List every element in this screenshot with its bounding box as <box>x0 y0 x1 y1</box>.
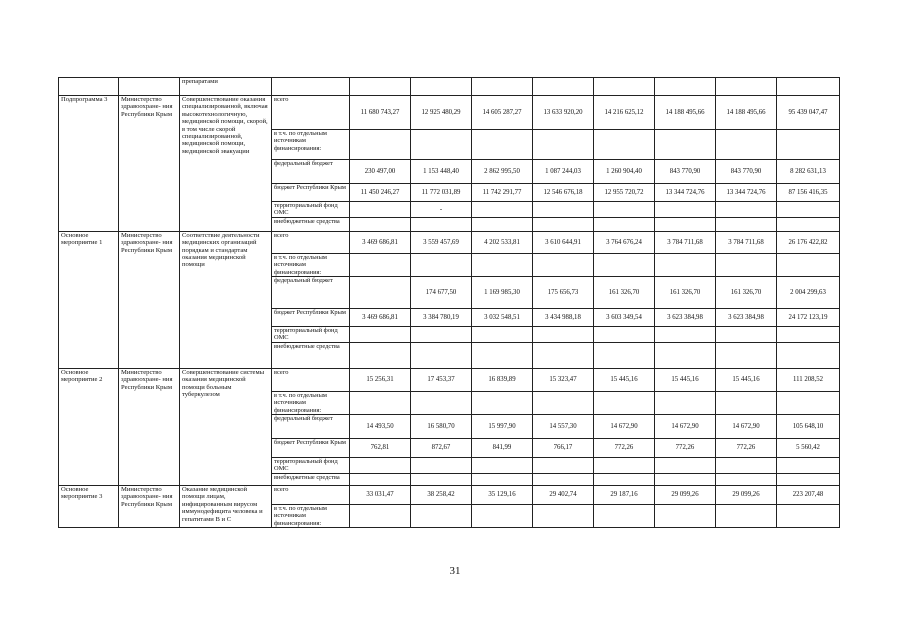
year-value-cell: 15 997,90 <box>472 415 533 439</box>
year-value-cell: 161 326,70 <box>716 277 777 309</box>
total-value-cell <box>777 327 840 343</box>
year-value-cell <box>350 130 411 160</box>
year-value-cell <box>350 277 411 309</box>
total-value-cell <box>777 504 840 527</box>
funding-source-cell: внебюджетные средства <box>272 217 350 231</box>
year-value-cell: 2 862 995,50 <box>472 160 533 184</box>
funding-source-cell: федеральный бюджет <box>272 160 350 184</box>
year-value-cell: 38 258,42 <box>411 485 472 504</box>
year-value-cell <box>655 504 716 527</box>
total-value-cell: 2 004 299,63 <box>777 277 840 309</box>
table-row <box>59 231 840 253</box>
year-value-cell <box>472 253 533 276</box>
year-value-cell: - <box>411 202 472 218</box>
year-value-cell: 12 925 480,29 <box>411 96 472 130</box>
year-value-cell: 3 764 676,24 <box>594 231 655 253</box>
year-value-cell: 230 497,00 <box>350 160 411 184</box>
year-value-cell <box>594 130 655 160</box>
year-value-cell: 3 784 711,68 <box>716 231 777 253</box>
year-value-cell: 3 434 988,18 <box>533 309 594 327</box>
year-value-cell <box>472 473 533 485</box>
year-value-cell <box>411 253 472 276</box>
funding-source-cell: территориальный фонд ОМС <box>272 327 350 343</box>
total-value-cell <box>777 202 840 218</box>
year-value-cell: 12 955 720,72 <box>594 184 655 202</box>
table-row <box>59 485 840 504</box>
year-value-cell <box>411 217 472 231</box>
program-name-cell: Основное мероприятие 2 <box>59 368 119 485</box>
year-value-cell <box>533 130 594 160</box>
total-value-cell <box>777 342 840 368</box>
year-value-cell: 3 784 711,68 <box>655 231 716 253</box>
year-value-cell <box>350 473 411 485</box>
year-value-cell: 14 188 495,66 <box>716 96 777 130</box>
year-value-cell: 843 770,90 <box>716 160 777 184</box>
funding-source-cell: бюджет Республики Крым <box>272 184 350 202</box>
year-value-cell: 161 326,70 <box>655 277 716 309</box>
year-value-cell: 29 402,74 <box>533 485 594 504</box>
year-value-cell: 17 453,37 <box>411 368 472 391</box>
year-value-cell: 16 580,70 <box>411 415 472 439</box>
year-value-cell <box>411 130 472 160</box>
year-value-cell: 14 216 625,12 <box>594 96 655 130</box>
executor-cell: Министерство здравоохране- ния Республики Крым <box>119 368 180 485</box>
cell-empty <box>119 78 180 96</box>
year-value-cell <box>716 130 777 160</box>
total-value-cell <box>777 217 840 231</box>
year-value-cell: 35 129,16 <box>472 485 533 504</box>
year-value-cell <box>594 253 655 276</box>
funding-source-cell: территориальный фонд ОМС <box>272 458 350 474</box>
year-value-cell <box>411 391 472 414</box>
funding-source-cell: бюджет Республики Крым <box>272 439 350 458</box>
year-value-cell <box>594 458 655 474</box>
year-value-cell: 16 839,89 <box>472 368 533 391</box>
year-value-cell <box>594 391 655 414</box>
year-value-cell: 3 469 686,81 <box>350 309 411 327</box>
cell-empty <box>533 78 594 96</box>
year-value-cell: 1 169 985,30 <box>472 277 533 309</box>
year-value-cell: 11 742 291,77 <box>472 184 533 202</box>
program-name-cell: Основное мероприятие 1 <box>59 231 119 368</box>
executor-cell: Министерство здравоохране- ния Республики Крым <box>119 231 180 368</box>
cell-empty <box>472 78 533 96</box>
funding-source-cell: всего <box>272 231 350 253</box>
year-value-cell: 14 672,90 <box>655 415 716 439</box>
year-value-cell: 11 680 743,27 <box>350 96 411 130</box>
year-value-cell <box>716 458 777 474</box>
year-value-cell <box>716 202 777 218</box>
measure-title-cell: Оказание медицинской помощи лицам, инфицированным вирусом иммунодефицита человека и гепатитами В и С <box>180 485 272 527</box>
financing-table <box>58 77 840 528</box>
year-value-cell <box>350 253 411 276</box>
year-value-cell: 33 031,47 <box>350 485 411 504</box>
page-number: 31 <box>449 565 461 577</box>
year-value-cell: 14 188 495,66 <box>655 96 716 130</box>
year-value-cell <box>411 342 472 368</box>
cell-empty <box>594 78 655 96</box>
total-value-cell <box>777 130 840 160</box>
year-value-cell: 15 445,16 <box>594 368 655 391</box>
year-value-cell <box>716 504 777 527</box>
year-value-cell <box>411 473 472 485</box>
year-value-cell <box>472 202 533 218</box>
measure-title-cell: Соответствие деятельности медицинских организаций порядкам и стандартам оказания медицинской помощи <box>180 231 272 368</box>
table-body <box>59 78 840 528</box>
funding-source-cell: всего <box>272 368 350 391</box>
year-value-cell: 3 384 780,19 <box>411 309 472 327</box>
total-value-cell: 5 560,42 <box>777 439 840 458</box>
year-value-cell <box>472 327 533 343</box>
year-value-cell <box>655 473 716 485</box>
year-value-cell <box>594 327 655 343</box>
total-value-cell: 8 282 631,13 <box>777 160 840 184</box>
year-value-cell <box>655 130 716 160</box>
year-value-cell: 843 770,90 <box>655 160 716 184</box>
measure-title-cell: Совершенствование системы оказания медицинской помощи больным туберкулезом <box>180 368 272 485</box>
executor-cell: Министерство здравоохране- ния Республики Крым <box>119 485 180 527</box>
year-value-cell <box>533 327 594 343</box>
year-value-cell <box>411 458 472 474</box>
cell-empty <box>777 78 840 96</box>
funding-source-cell: бюджет Республики Крым <box>272 309 350 327</box>
total-value-cell: 95 439 047,47 <box>777 96 840 130</box>
measure-title-cell: Совершенствование оказания специализированной, включая высокотехнологичную, медицинской помощи, скорой, в том числе скорой специализированной, медицинской помощи, медицинской эвакуации <box>180 96 272 232</box>
year-value-cell: 14 672,90 <box>716 415 777 439</box>
year-value-cell <box>533 202 594 218</box>
year-value-cell <box>472 130 533 160</box>
year-value-cell: 175 656,73 <box>533 277 594 309</box>
year-value-cell <box>350 391 411 414</box>
year-value-cell: 1 153 448,40 <box>411 160 472 184</box>
year-value-cell: 766,17 <box>533 439 594 458</box>
program-name-cell: Подпрограмма 3 <box>59 96 119 232</box>
year-value-cell: 11 450 246,27 <box>350 184 411 202</box>
year-value-cell: 29 187,16 <box>594 485 655 504</box>
year-value-cell: 15 445,16 <box>655 368 716 391</box>
funding-source-cell: всего <box>272 485 350 504</box>
year-value-cell: 14 557,30 <box>533 415 594 439</box>
year-value-cell <box>716 342 777 368</box>
cell-empty <box>655 78 716 96</box>
year-value-cell: 14 605 287,27 <box>472 96 533 130</box>
year-value-cell: 29 099,26 <box>716 485 777 504</box>
funding-source-cell: в т.ч. по отдельным источникам финансирования: <box>272 130 350 160</box>
year-value-cell <box>411 504 472 527</box>
year-value-cell: 3 559 457,69 <box>411 231 472 253</box>
program-name-cell: Основное мероприятие 3 <box>59 485 119 527</box>
year-value-cell: 1 260 904,40 <box>594 160 655 184</box>
year-value-cell: 11 772 031,89 <box>411 184 472 202</box>
year-value-cell <box>716 327 777 343</box>
year-value-cell <box>655 458 716 474</box>
year-value-cell <box>655 202 716 218</box>
total-value-cell: 24 172 123,19 <box>777 309 840 327</box>
year-value-cell <box>533 342 594 368</box>
total-value-cell: 105 648,10 <box>777 415 840 439</box>
table-row <box>59 368 840 391</box>
cell-empty <box>716 78 777 96</box>
year-value-cell <box>594 473 655 485</box>
year-value-cell <box>655 342 716 368</box>
year-value-cell: 29 099,26 <box>655 485 716 504</box>
funding-source-cell: внебюджетные средства <box>272 342 350 368</box>
year-value-cell: 1 087 244,03 <box>533 160 594 184</box>
year-value-cell <box>472 391 533 414</box>
funding-source-cell: федеральный бюджет <box>272 277 350 309</box>
year-value-cell: 174 677,50 <box>411 277 472 309</box>
year-value-cell: 13 344 724,76 <box>716 184 777 202</box>
cell-empty <box>59 78 119 96</box>
year-value-cell <box>533 458 594 474</box>
year-value-cell <box>655 217 716 231</box>
year-value-cell <box>350 342 411 368</box>
year-value-cell <box>350 458 411 474</box>
year-value-cell: 4 202 533,81 <box>472 231 533 253</box>
year-value-cell <box>472 458 533 474</box>
total-value-cell <box>777 458 840 474</box>
year-value-cell <box>716 473 777 485</box>
year-value-cell: 15 256,31 <box>350 368 411 391</box>
year-value-cell <box>350 217 411 231</box>
year-value-cell <box>594 217 655 231</box>
year-value-cell <box>533 391 594 414</box>
year-value-cell <box>472 217 533 231</box>
funding-source-cell: территориальный фонд ОМС <box>272 202 350 218</box>
year-value-cell <box>472 342 533 368</box>
year-value-cell <box>655 253 716 276</box>
funding-source-cell: всего <box>272 96 350 130</box>
year-value-cell <box>350 202 411 218</box>
year-value-cell: 14 672,90 <box>594 415 655 439</box>
year-value-cell: 772,26 <box>716 439 777 458</box>
year-value-cell: 161 326,70 <box>594 277 655 309</box>
cell-empty <box>411 78 472 96</box>
year-value-cell: 15 323,47 <box>533 368 594 391</box>
year-value-cell <box>716 217 777 231</box>
year-value-cell <box>533 253 594 276</box>
year-value-cell: 12 546 676,18 <box>533 184 594 202</box>
year-value-cell <box>411 327 472 343</box>
funding-source-cell: в т.ч. по отдельным источникам финансирования: <box>272 253 350 276</box>
year-value-cell <box>472 504 533 527</box>
year-value-cell <box>533 504 594 527</box>
year-value-cell: 841,99 <box>472 439 533 458</box>
year-value-cell <box>533 473 594 485</box>
funding-source-cell: в т.ч. по отдельным источникам финансирования: <box>272 504 350 527</box>
funding-source-cell: внебюджетные средства <box>272 473 350 485</box>
year-value-cell: 772,26 <box>594 439 655 458</box>
funding-source-cell: федеральный бюджет <box>272 415 350 439</box>
year-value-cell: 3 469 686,81 <box>350 231 411 253</box>
year-value-cell: 872,67 <box>411 439 472 458</box>
table-row-continuation <box>59 78 840 96</box>
year-value-cell: 14 493,50 <box>350 415 411 439</box>
year-value-cell <box>594 202 655 218</box>
total-value-cell: 223 207,48 <box>777 485 840 504</box>
funding-source-cell: в т.ч. по отдельным источникам финансирования: <box>272 391 350 414</box>
total-value-cell <box>777 391 840 414</box>
year-value-cell <box>655 391 716 414</box>
year-value-cell: 15 445,16 <box>716 368 777 391</box>
year-value-cell: 13 344 724,76 <box>655 184 716 202</box>
year-value-cell <box>350 327 411 343</box>
total-value-cell: 26 176 422,82 <box>777 231 840 253</box>
total-value-cell: 87 156 416,35 <box>777 184 840 202</box>
year-value-cell <box>594 504 655 527</box>
continued-title-cell: препаратами <box>180 78 272 96</box>
executor-cell: Министерство здравоохране- ния Республики Крым <box>119 96 180 232</box>
year-value-cell: 3 610 644,91 <box>533 231 594 253</box>
year-value-cell: 3 603 349,54 <box>594 309 655 327</box>
year-value-cell <box>533 217 594 231</box>
total-value-cell <box>777 473 840 485</box>
year-value-cell: 772,26 <box>655 439 716 458</box>
year-value-cell: 3 623 384,98 <box>655 309 716 327</box>
table-row <box>59 96 840 130</box>
year-value-cell: 762,81 <box>350 439 411 458</box>
year-value-cell <box>594 342 655 368</box>
year-value-cell: 13 633 920,20 <box>533 96 594 130</box>
year-value-cell: 3 032 548,51 <box>472 309 533 327</box>
year-value-cell <box>350 504 411 527</box>
total-value-cell: 111 208,52 <box>777 368 840 391</box>
year-value-cell: 3 623 384,98 <box>716 309 777 327</box>
total-value-cell <box>777 253 840 276</box>
cell-empty <box>350 78 411 96</box>
cell-empty <box>272 78 350 96</box>
year-value-cell <box>716 391 777 414</box>
year-value-cell <box>655 327 716 343</box>
year-value-cell <box>716 253 777 276</box>
